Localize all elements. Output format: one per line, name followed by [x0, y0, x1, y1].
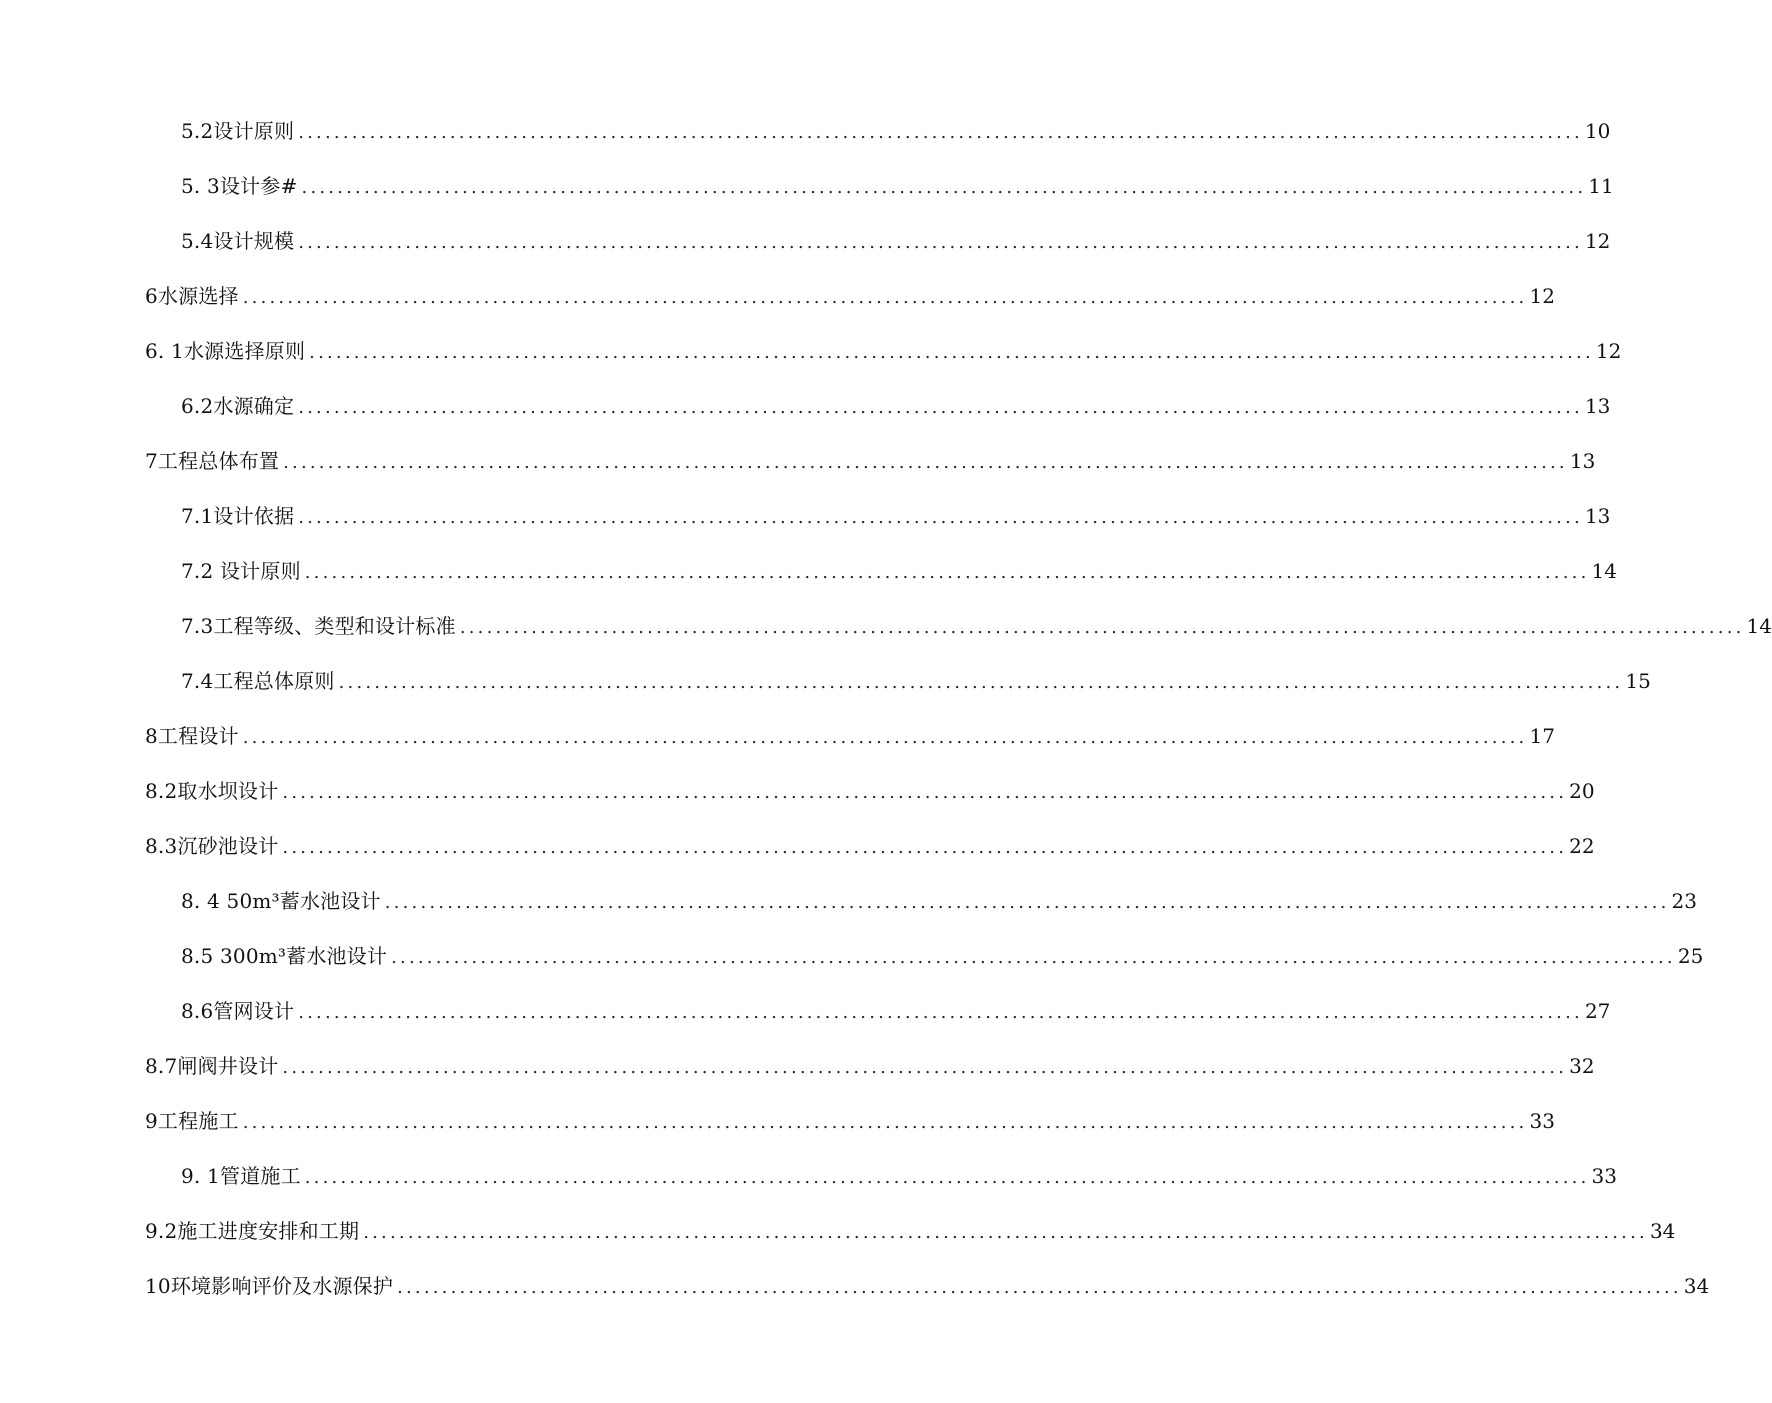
toc-entry-label: 5. 3设计参#: [181, 174, 298, 198]
toc-entry[interactable]: [181, 116, 1611, 146]
toc-page-number: 14: [1591, 559, 1617, 583]
toc-entry[interactable]: [181, 941, 1704, 971]
toc-page-number: 33: [1529, 1109, 1555, 1133]
toc-entry-label: 6水源选择: [145, 284, 239, 308]
dot-leader: ................................................................................................................................................: [384, 892, 1670, 913]
dot-leader: ................................................................................................................................................: [298, 1002, 1583, 1023]
dot-leader: ................................................................................................................................................: [283, 452, 1568, 473]
toc-entry-label: 6.2水源确定: [181, 394, 295, 418]
toc-page-number: 23: [1671, 889, 1697, 913]
toc-entry[interactable]: [181, 886, 1697, 916]
dot-leader: ................................................................................................................................................: [363, 1222, 1648, 1243]
toc-entry[interactable]: [181, 996, 1611, 1026]
toc-page-number: 34: [1683, 1274, 1710, 1298]
toc-page-number: 13: [1584, 394, 1611, 418]
dot-leader: ................................................................................................................................................: [242, 287, 1528, 308]
toc-entry-label: 7.3工程等级、类型和设计标准: [181, 614, 456, 638]
toc-entry[interactable]: [145, 446, 1596, 476]
dot-leader: ................................................................................................................................................: [397, 1277, 1682, 1298]
dot-leader: ................................................................................................................................................: [242, 1112, 1528, 1133]
dot-leader: ................................................................................................................................................: [282, 837, 1568, 858]
toc-entry[interactable]: [145, 721, 1555, 751]
toc-entry-label: 9工程施工: [145, 1109, 239, 1133]
toc-page-number: 33: [1591, 1164, 1617, 1188]
toc-page-number: 10: [1584, 119, 1611, 143]
toc-entry[interactable]: [181, 391, 1611, 421]
toc-entry-label: 8.6管网设计: [181, 999, 295, 1023]
dot-leader: ................................................................................................................................................: [282, 782, 1568, 803]
dot-leader: ................................................................................................................................................: [298, 232, 1583, 253]
toc-page-number: 15: [1625, 669, 1651, 693]
dot-leader: ................................................................................................................................................: [338, 672, 1624, 693]
toc-entry[interactable]: [181, 1161, 1617, 1191]
toc-entry-label: 6. 1水源选择原则: [145, 339, 306, 363]
toc-entry-label: 9.2施工进度安排和工期: [145, 1219, 360, 1243]
toc-entry[interactable]: [181, 171, 1614, 201]
toc-entry-label: 5.2设计原则: [181, 119, 295, 143]
toc-entry-label: 8.7闸阀井设计: [145, 1054, 279, 1078]
toc-page-number: 34: [1649, 1219, 1676, 1243]
toc-page-number: 17: [1529, 724, 1555, 748]
toc-page-number: 12: [1529, 284, 1555, 308]
toc-entry[interactable]: [145, 776, 1595, 806]
toc-entry-label: 7.4工程总体原则: [181, 669, 335, 693]
toc-page-number: 20: [1569, 779, 1595, 803]
dot-leader: ................................................................................................................................................: [282, 1057, 1568, 1078]
toc-page-number: 12: [1584, 229, 1611, 253]
toc-entry-label: 8.5 300m³蓄水池设计: [181, 944, 388, 968]
toc-page-number: 22: [1569, 834, 1595, 858]
toc-entry-label: 10环境影响评价及水源保护: [145, 1274, 394, 1298]
toc-page-number: 14: [1746, 614, 1772, 638]
toc-entry[interactable]: [145, 1271, 1710, 1301]
toc-entry-label: 8工程设计: [145, 724, 239, 748]
toc-page-number: 32: [1569, 1054, 1595, 1078]
dot-leader: ................................................................................................................................................: [298, 122, 1583, 143]
dot-leader: ................................................................................................................................................: [459, 617, 1745, 638]
toc-entry-label: 8.2取水坝设计: [145, 779, 279, 803]
toc-entry[interactable]: [145, 336, 1622, 366]
dot-leader: ................................................................................................................................................: [301, 177, 1587, 198]
toc-entry[interactable]: [145, 1106, 1555, 1136]
toc-entry-label: 7.2 设计原则: [181, 559, 301, 583]
toc-page-number: 13: [1569, 449, 1596, 473]
toc-entry-label: 8. 4 50m³蓄水池设计: [181, 889, 381, 913]
toc-entry-label: 5.4设计规模: [181, 229, 295, 253]
toc-entry[interactable]: [145, 281, 1555, 311]
toc-page-number: 25: [1677, 944, 1704, 968]
toc-entry[interactable]: [181, 611, 1772, 641]
toc-page-number: 12: [1595, 339, 1622, 363]
dot-leader: ................................................................................................................................................: [304, 1167, 1590, 1188]
toc-entry-label: 8.3沉砂池设计: [145, 834, 279, 858]
toc-entry[interactable]: [181, 556, 1617, 586]
toc-page-number: 27: [1584, 999, 1611, 1023]
toc-entry[interactable]: [181, 666, 1651, 696]
toc-entry[interactable]: [145, 1051, 1595, 1081]
toc-entry[interactable]: [145, 831, 1595, 861]
toc-entry[interactable]: [181, 501, 1611, 531]
toc-entry-label: 7.1设计依据: [181, 504, 295, 528]
dot-leader: ................................................................................................................................................: [391, 947, 1676, 968]
dot-leader: ................................................................................................................................................: [298, 507, 1583, 528]
dot-leader: ................................................................................................................................................: [298, 397, 1583, 418]
toc-entry-label: 9. 1管道施工: [181, 1164, 301, 1188]
dot-leader: ................................................................................................................................................: [304, 562, 1590, 583]
toc-page-number: 11: [1588, 174, 1614, 198]
toc-entry[interactable]: [181, 226, 1611, 256]
toc-entry-label: 7工程总体布置: [145, 449, 280, 473]
dot-leader: ................................................................................................................................................: [309, 342, 1594, 363]
toc-entry[interactable]: [145, 1216, 1676, 1246]
toc-page-number: 13: [1584, 504, 1611, 528]
dot-leader: ................................................................................................................................................: [242, 727, 1528, 748]
